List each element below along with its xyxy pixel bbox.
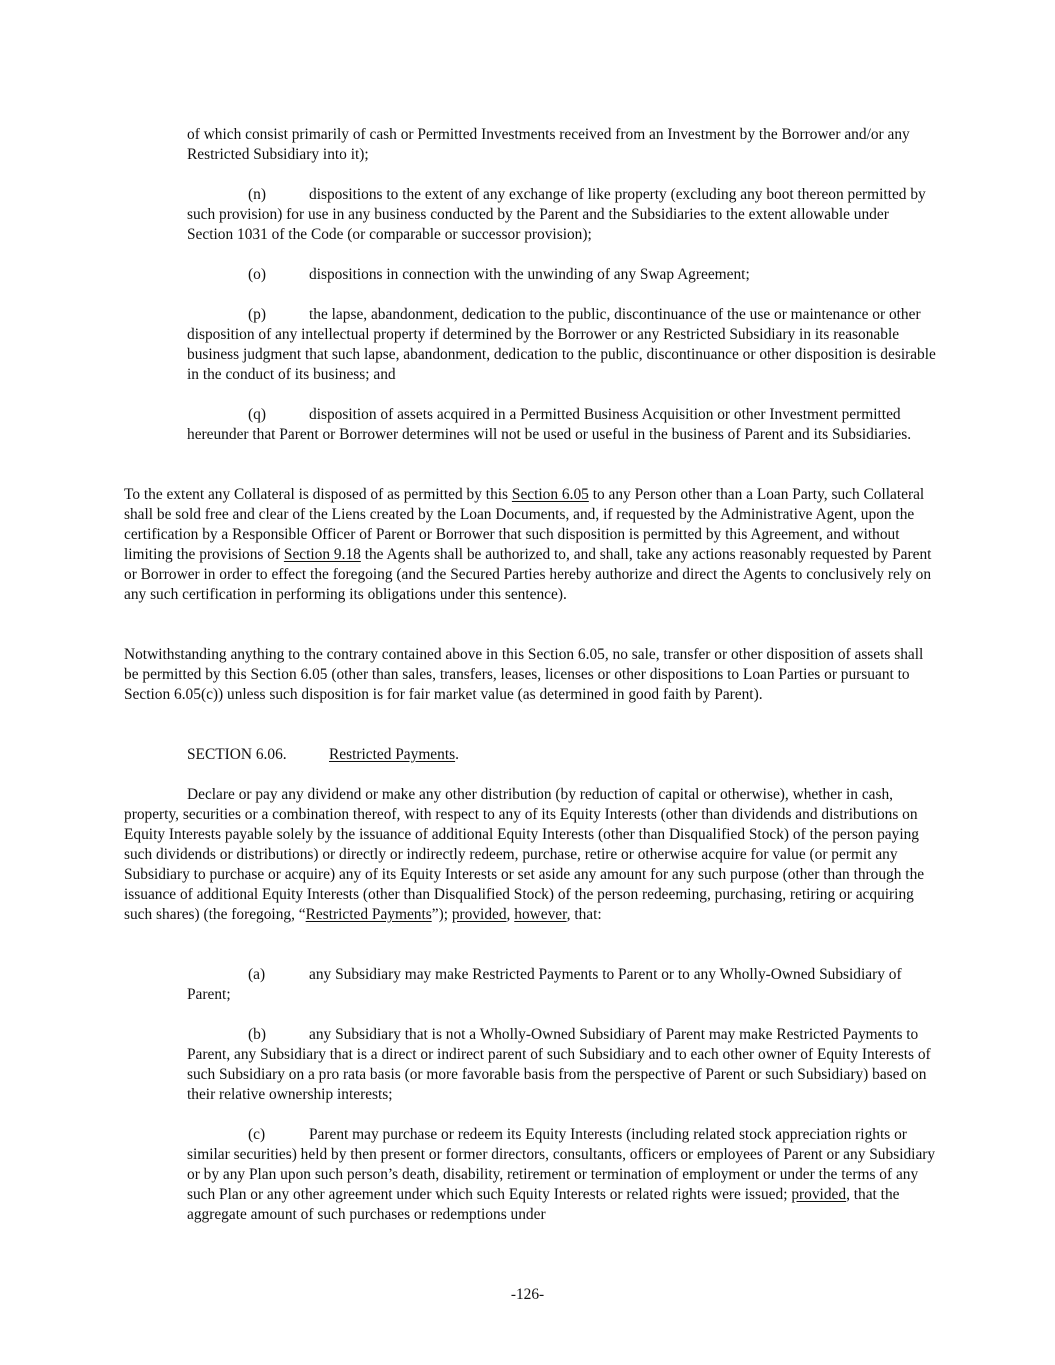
clause-p: [187, 305, 936, 385]
page-number: -126-: [510, 1286, 545, 1303]
notwithstanding-paragraph: Notwithstanding anything to the contrary contained above in this Section 6.05, no sale, transfer or other disposition of assets shall be permitted by this Section 6.05 (other than sales, transfers, leases, licenses or other dispositions to Loan Parties or pursuant to Section 6.05(c)) unless such disposition is for fair market value (as determined in good faith by Parent).: [124, 646, 924, 703]
section-title: Restricted Payments: [329, 746, 456, 763]
clause-text: dispositions in connection with the unwinding of any Swap Agreement;: [309, 266, 750, 283]
paragraph-text: , that:: [566, 906, 602, 923]
clause-c: [187, 1125, 936, 1225]
paragraph-text: To the extent any Collateral is disposed of as permitted by this: [124, 486, 512, 503]
paragraph-text: to any Person other than a Loan Party, such Collateral shall be sold free and clear of the Liens created by the Loan Documents, and, if requested by the Administrative Agent, upon the certification by a Responsible Officer of Parent or Borrower that such disposition is permitted by this Agreement, and without limiting the provisions of: [124, 486, 925, 563]
clause-b: [187, 1025, 936, 1105]
provided-term: provided: [791, 1186, 847, 1203]
clause-text: dispositions to the extent of any exchange of like property (excluding any boot thereon permitted by such provision) for use in any business conducted by the Parent and the Subsidiaries to the extent allowable under Section 1031 of the Code (or comparable or successor provision);: [187, 186, 926, 243]
paragraph-text: ,: [506, 906, 515, 923]
clause-o: [187, 265, 936, 285]
clause-text: Parent may purchase or redeem its Equity Interests (including related stock appreciation rights or similar securities) held by then present or former directors, consultants, officers or employees of Parent or any Subsidiary or by any Plan upon such person’s death, disability, retirement or termination of employment or under the terms of any such Plan or any other agreement under which such Equity Interests or related rights were issued;: [187, 1126, 936, 1203]
paragraph-text: Declare or pay any dividend or make any other distribution (by reduction of capital or otherwise), whether in cash, property, securities or a combination thereof, with respect to any of its Equity Interests (other than dividends and distributions on Equity Interests payable solely by the issuance of additional Equity Interests (other than Disqualified Stock) of the person paying such dividends or distributions) or directly or indirectly redeem, purchase, retire or otherwise acquire for value (or permit any Subsidiary to purchase or acquire) any of its Equity Interests or set aside any amount for any such purpose (other than through the issuance of additional Equity Interests (other than Disqualified Stock) of the person redeeming, purchasing, retiring or acquiring such shares) (the foregoing, “: [124, 786, 925, 923]
clause-label: (n): [248, 186, 266, 203]
clause-text: the lapse, abandonment, dedication to the public, discontinuance of the use or maintenance or other disposition of any intellectual property if determined by the Borrower or any Restricted Subsidiary in its reasonable business judgment that such lapse, abandonment, dedication to the public, discontinuance or other disposition is desirable in the conduct of its business; and: [187, 306, 936, 383]
paragraph-text: the Agents shall be authorized to, and shall, take any actions reasonably requested by Parent or Borrower in order to effect the foregoing (and the Secured Parties hereby authorize and direct the Agents to conclusively rely on any such certification in performing its obligations under this sentence).: [124, 546, 932, 603]
clause-label: (c): [248, 1126, 266, 1143]
restricted-payments-intro: [124, 785, 936, 925]
continuation-paragraph: of which consist primarily of cash or Permitted Investments received from an Investment by the Borrower and/or any Restricted Subsidiary into it);: [187, 126, 910, 163]
collateral-paragraph: [124, 485, 936, 605]
clause-a: [187, 965, 936, 1005]
defined-term-restricted-payments: Restricted Payments: [305, 906, 432, 923]
clause-label: (b): [248, 1026, 266, 1043]
section-6-05-reference: Section 6.05: [511, 486, 589, 503]
however-term: however: [514, 906, 567, 923]
section-9-18-reference: Section 9.18: [283, 546, 361, 563]
paragraph-text: ”);: [431, 906, 452, 923]
section-title-period: .: [455, 746, 459, 763]
section-6-06-heading: [187, 745, 936, 765]
section-number: SECTION 6.06.: [187, 746, 287, 763]
clause-text: disposition of assets acquired in a Permitted Business Acquisition or other Investment permitted hereunder that Parent or Borrower determines will not be used or useful in the business of Parent and its Subsidiaries.: [187, 406, 912, 443]
clause-q: [187, 405, 936, 445]
clause-text: any Subsidiary may make Restricted Payments to Parent or to any Wholly-Owned Subsidiary of Parent;: [187, 966, 902, 1003]
clause-text: any Subsidiary that is not a Wholly-Owned Subsidiary of Parent may make Restricted Payments to Parent, any Subsidiary that is a direct or indirect parent of such Subsidiary and to each other owner of Equity Interests of such Subsidiary on a pro rata basis (or more favorable basis from the perspective of Parent or such Subsidiary) based on their relative ownership interests;: [187, 1026, 931, 1103]
clause-label: (p): [248, 306, 266, 323]
clause-n: [187, 185, 936, 245]
provided-term: provided: [451, 906, 507, 923]
clause-label: (q): [248, 406, 266, 423]
clause-label: (o): [248, 266, 266, 283]
clause-text: , that the aggregate amount of such purchases or redemptions under: [187, 1186, 900, 1223]
clause-label: (a): [248, 966, 266, 983]
